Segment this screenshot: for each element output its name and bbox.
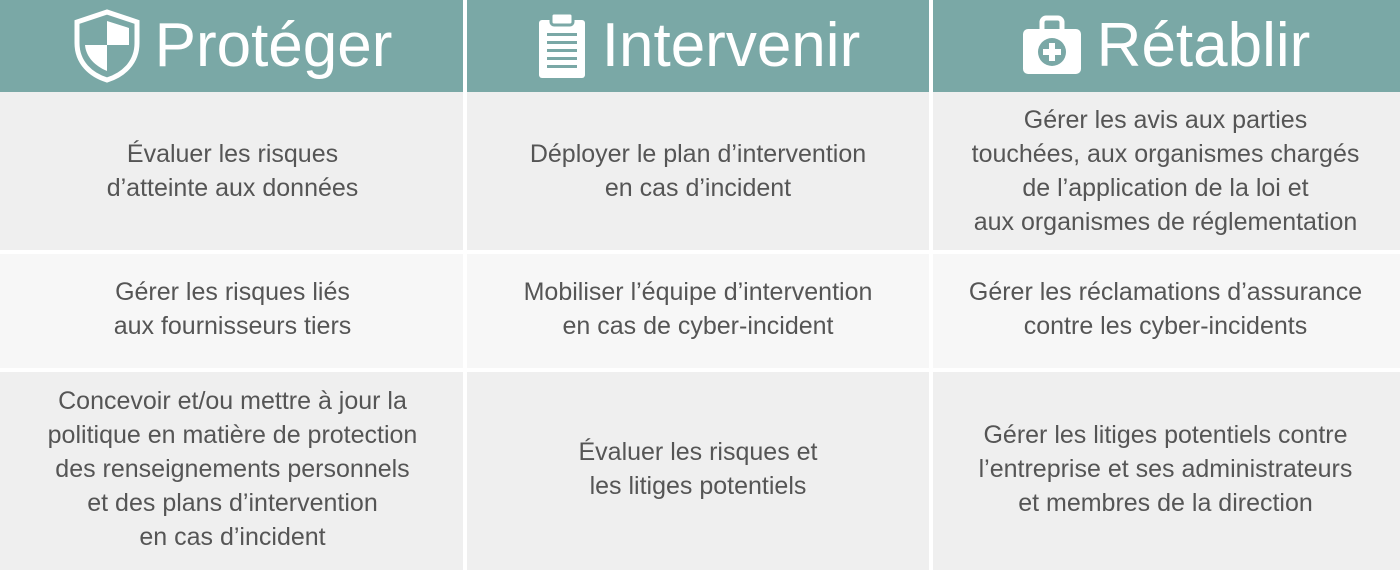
table-cell: Gérer les risques liés aux fournisseurs tiers: [0, 250, 465, 368]
column-title: Rétablir: [1096, 11, 1311, 80]
table-cell: Déployer le plan d’intervention en cas d’incident: [465, 92, 931, 250]
table-cell: Évaluer les risques et les litiges potentiels: [465, 368, 931, 570]
table-cell: Mobiliser l’équipe d’intervention en cas de cyber-incident: [465, 250, 931, 368]
clipboard-icon: [536, 11, 588, 81]
column-divider: [463, 0, 467, 570]
column-title: Intervenir: [601, 11, 861, 80]
column-header-proteger: [0, 0, 465, 92]
row-divider: [0, 250, 1400, 254]
first-aid-kit-icon: [1021, 15, 1083, 77]
row-divider: [0, 368, 1400, 372]
column-header-retablir: [931, 0, 1400, 92]
table-cell: Gérer les avis aux parties touchées, aux organismes chargés de l’application de la loi et aux organismes de réglementation: [931, 92, 1400, 250]
table-cell: Concevoir et/ou mettre à jour la politique en matière de protection des renseignements personnels et des plans d’intervention en cas d’incident: [0, 368, 465, 570]
column-divider: [929, 0, 933, 570]
column-header-intervenir: [465, 0, 931, 92]
column-title: Protéger: [154, 11, 393, 80]
shield-icon: [73, 9, 141, 83]
table-cell: Gérer les réclamations d’assurance contre les cyber-incidents: [931, 250, 1400, 368]
table-cell: Évaluer les risques d’atteinte aux données: [0, 92, 465, 250]
table-cell: Gérer les litiges potentiels contre l’entreprise et ses administrateurs et membres de la direction: [931, 368, 1400, 570]
